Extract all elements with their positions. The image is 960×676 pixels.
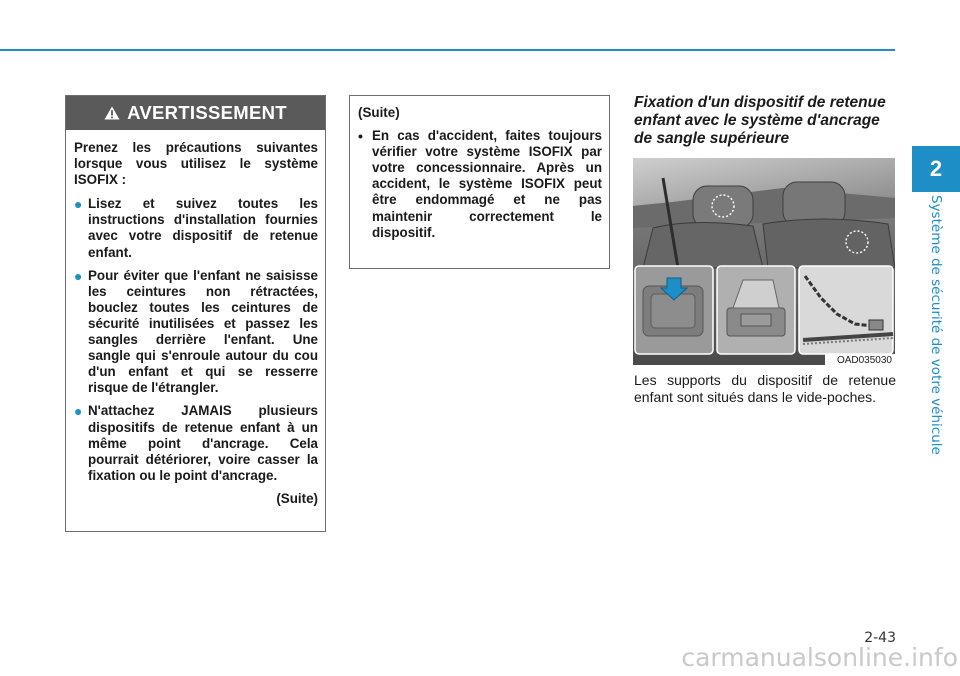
bullet-dot-icon: ● xyxy=(74,196,83,213)
warning-bullet: ● Pour éviter que l'enfant ne saisisse les ceintures non rétractées, bouclez toutes les ceintures de sécurité inutilisées et passez les sangles derrière l'enfant. Une sangle qui s'enroule autour du cou d'un enfant et qui se resserre risque de l'étrangler. xyxy=(74,267,318,396)
chapter-side-title xyxy=(924,195,948,455)
chapter-tab xyxy=(912,146,960,192)
bullet-dot-icon: • xyxy=(358,128,363,145)
warning-continued: (Suite) xyxy=(276,490,318,506)
continuation-label: (Suite) xyxy=(358,105,400,120)
watermark: carmanualsonline.info xyxy=(681,643,958,672)
header-rule xyxy=(0,49,895,51)
chapter-number: 2 xyxy=(929,156,943,181)
warning-title: AVERTISSEMENT xyxy=(127,102,287,123)
figure-code: OAD035030 xyxy=(836,355,892,365)
page-number: 2-43 xyxy=(864,630,896,646)
warning-header xyxy=(66,96,325,130)
warning-body xyxy=(66,130,325,507)
rear-seat-illustration xyxy=(633,158,895,365)
warning-triangle-icon xyxy=(104,106,120,120)
chapter-title: Système de sécurité de votre véhicule xyxy=(928,195,944,455)
warning-bullet: ● Lisez et suivez toutes les instructions d'installation fournies avec votre dispositif de retenue enfant. xyxy=(74,196,318,260)
bullet-dot-icon: ● xyxy=(74,267,83,284)
warning-box xyxy=(65,95,326,532)
warning-bullet: ● N'attachez JAMAIS plusieurs dispositifs de retenue enfant à un même point d'ancrage. Cela pourrait détériorer, voire casser la fixation ou le point d'ancrage. xyxy=(74,403,318,483)
section-title: Fixation d'un dispositif de retenue enfant avec le système d'ancrage de sangle supérieure xyxy=(634,94,886,147)
bullet-dot-icon: ● xyxy=(74,403,83,420)
continuation-bullet: • En cas d'accident, faites toujours vérifier votre système ISOFIX par votre concessionnaire. Après un accident, le système ISOFIX peut être endommagé et ne pas maintenir correctement le dispositif. xyxy=(358,128,602,240)
figure-rear-seat-anchors xyxy=(633,158,895,365)
continuation-box xyxy=(349,95,610,269)
section-body: Les supports du dispositif de retenue enfant sont situés dans le vide-poches. xyxy=(634,372,896,405)
warning-intro: Prenez les précautions suivantes lorsque vous utilisez le système ISOFIX : xyxy=(74,140,318,188)
